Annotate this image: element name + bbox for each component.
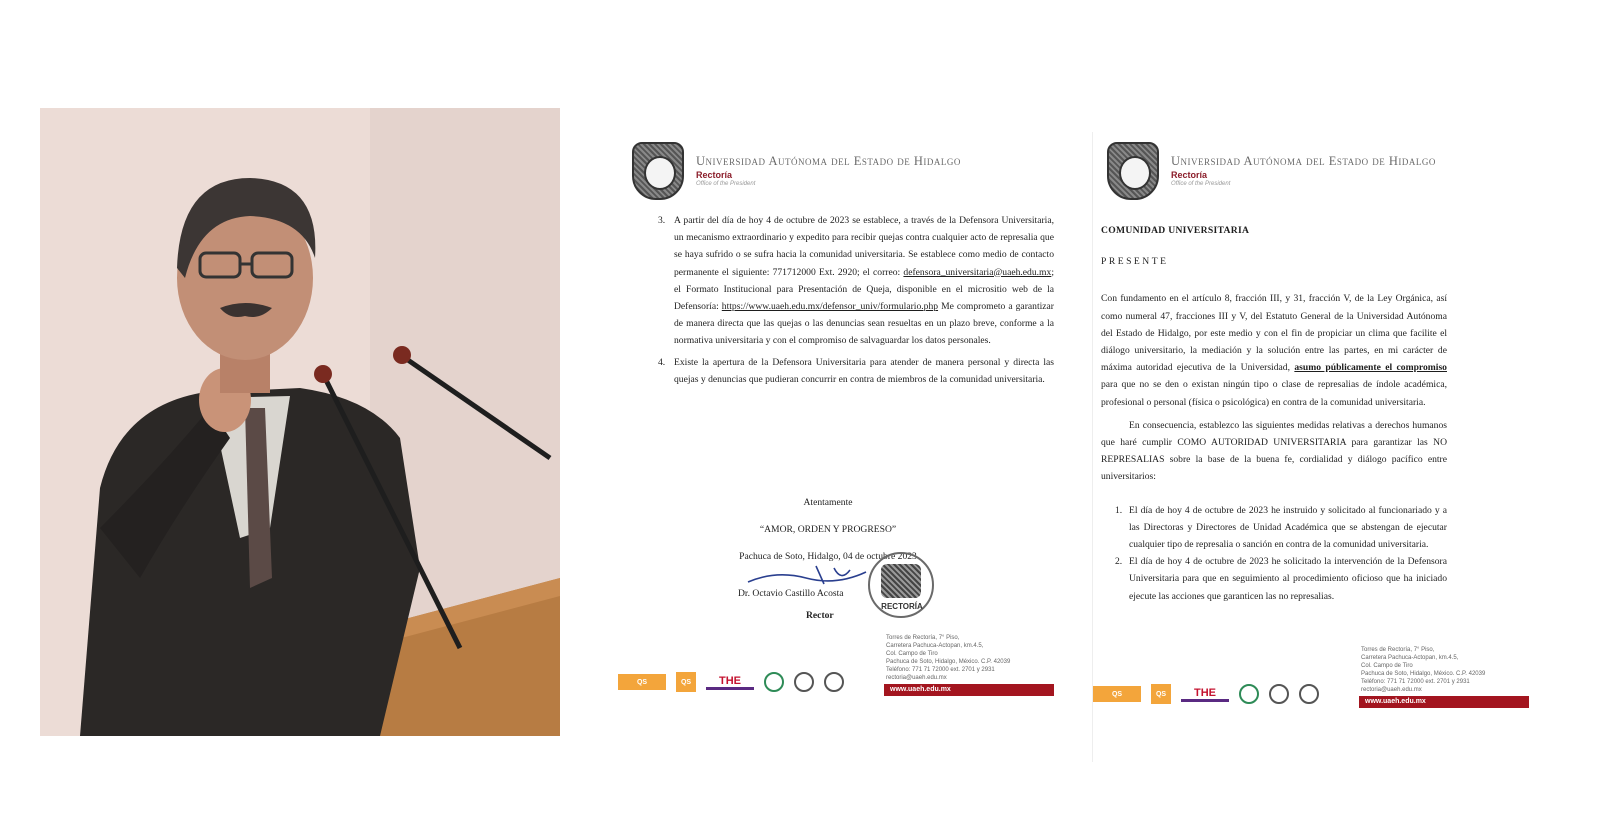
signer-name: Dr. Octavio Castillo Acosta xyxy=(738,588,844,599)
item-text: El día de hoy 4 de octubre de 2023 he solicitado la intervención de la Defensora Universitaria para que en seguimiento al procedimiento oficioso que ha iniciado ejecute las acciones que garanticen las no represalias. xyxy=(1129,556,1447,602)
letter-page-2 xyxy=(618,132,1088,762)
paragraph: Con fundamento en el artículo 8, fracción III, y 31, fracción V, de la Ley Orgánica, así como numeral 47, fracciones III y V, del Estatuto General de la Universidad Autónoma del Estado de Hidalgo, por este medio y con el fin de propiciar un clima que facilite el diálogo universitario, la mediación y la solución entre las partes, en mi carácter de máxima autoridad ejecutiva de la Universidad, asumo públicamente el compromiso para que no se den o existan ningún tipo o clase de represalias de índole académica, profesional o personal (física o psicológica) en contra de la comunidad universitaria. xyxy=(1101,293,1447,408)
university-name: Universidad Autónoma del Estado de Hidalgo xyxy=(696,154,961,168)
place-date-text: Pachuca de Soto, Hidalgo, 04 de octubre 2023 xyxy=(739,551,917,562)
certification-seal-icon xyxy=(1299,684,1319,704)
paragraph: En consecuencia, establezco las siguientes medidas relativas a derechos humanos que haré cumplir COMO AUTORIDAD UNIVERSITARIA para garantizar las NO REPRESALIAS sobre la base de la buena fe, cordialidad y diálogo pacífico entre universitarios: xyxy=(1101,419,1447,483)
signer-role: Rector xyxy=(806,610,834,621)
motto-text: “AMOR, ORDEN Y PROGRESO” xyxy=(759,524,897,535)
letter-footer xyxy=(618,630,1088,710)
address-block: Torres de Rectoría, 7° Piso, Carretera Pachuca-Actopan, km.4.5, Col. Campo de Tiro Pachuca de Soto, Hidalgo, México. C.P. 42039 Teléfono: 771 71 72000 ext. 2701 y 2931 rectoria@uaeh.edu.mx xyxy=(886,635,1011,681)
office-english-label: Office of the President xyxy=(1171,181,1231,187)
addressee-heading: COMUNIDAD UNIVERSITARIA xyxy=(1101,225,1250,236)
list-item xyxy=(658,354,1054,388)
stamp-label: RECTORÍA xyxy=(881,602,923,611)
form-url-link[interactable]: https://www.uaeh.edu.mx/defensor_univ/formulario.php xyxy=(721,301,939,313)
item-text: Existe la apertura de la Defensora Universitaria para atender de manera personal y directa las quejas y denuncias que pudieran concurrir en contra de miembros de la comunidad universitaria. xyxy=(674,356,1054,385)
item-number: 2. xyxy=(1115,556,1123,568)
office-label: Rectoría xyxy=(696,170,733,180)
list-item xyxy=(658,212,1054,350)
website-bar[interactable]: www.uaeh.edu.mx xyxy=(1359,696,1529,708)
office-english-label: Office of the President xyxy=(696,181,756,187)
the-ranking-badge: THE xyxy=(1181,686,1229,702)
qs-stars-badge: QS xyxy=(1151,684,1171,704)
closing-text: Atentamente xyxy=(803,497,853,508)
item-number: 4. xyxy=(658,356,666,368)
stamp-seal-icon xyxy=(881,564,921,598)
ranking-badges xyxy=(618,670,844,694)
letterhead xyxy=(1093,132,1566,202)
rectoria-stamp xyxy=(868,552,934,618)
item-text: El día de hoy 4 de octubre de 2023 he instruido y solicitado al funcionariado y a las Directoras y Directores de Unidad Académica que se abstengan de ejecutar cualquier tipo de represalia o sanción en contra de la comunidad universitaria. xyxy=(1129,504,1447,551)
accreditation-seal-icon xyxy=(764,672,784,692)
certification-seal-icon xyxy=(794,672,814,692)
item-text: ; el Formato Institucional para Presentación de Queja, disponible en el micrositio web de la Defensoría: xyxy=(674,266,1054,313)
the-ranking-badge: THE xyxy=(706,674,754,690)
commitment-emphasis: asumo públicamente el compromiso xyxy=(1294,362,1447,374)
speaker-at-podium-photo xyxy=(40,108,560,736)
item-text: A partir del día de hoy 4 de octubre de 2023 se establece, a través de la Defensora Universitaria, un mecanismo extraordinario y expedito para recibir quejas contra cualquier acto de represalia que se haya sufrido o se sufra hacia la comunidad universitaria. Se establece como medio de contacto permanente el siguiente: 771712000 Ext. 2920; el correo: xyxy=(674,215,1054,278)
presente-text: PRESENTE xyxy=(1101,256,1169,268)
letter-body xyxy=(1101,222,1447,605)
certification-seal-icon xyxy=(1269,684,1289,704)
measures-list xyxy=(1101,502,1447,605)
item-text: Me comprometo a garantizar de manera directa que las quejas o las denuncias sean resueltas en un plazo breve, conforme a la normativa universitaria y con el compromiso de salvaguardar los datos personales. xyxy=(674,301,1054,347)
speaker-photo xyxy=(40,108,560,736)
accreditation-seal-icon xyxy=(1239,684,1259,704)
letterhead xyxy=(618,132,1088,202)
letter-body xyxy=(658,212,1054,388)
website-bar[interactable]: www.uaeh.edu.mx xyxy=(884,684,1054,696)
letter-footer xyxy=(1093,642,1566,722)
letter-page-1 xyxy=(1092,132,1566,762)
qs-stars-badge: QS xyxy=(676,672,696,692)
certification-seal-icon xyxy=(824,672,844,692)
ranking-badges xyxy=(1093,682,1319,706)
item-number: 1. xyxy=(1115,504,1123,516)
university-seal-icon xyxy=(632,142,684,200)
handwritten-signature xyxy=(746,562,876,588)
qs-ranking-badge: QS xyxy=(618,674,666,690)
list-item xyxy=(1115,502,1447,554)
email-link[interactable]: defensora_universitaria@uaeh.edu.mx xyxy=(903,266,1052,278)
university-seal-icon xyxy=(1107,142,1159,200)
list-item xyxy=(1115,553,1447,605)
address-block: Torres de Rectoría, 7° Piso, Carretera Pachuca-Actopan, km.4.5, Col. Campo de Tiro Pachuca de Soto, Hidalgo, México. C.P. 42039 Teléfono: 771 71 72000 ext. 2701 y 2931 rectoria@uaeh.edu.mx xyxy=(1361,647,1486,693)
item-number: 3. xyxy=(658,215,666,226)
university-name: Universidad Autónoma del Estado de Hidalgo xyxy=(1171,154,1436,168)
office-label: Rectoría xyxy=(1171,170,1208,180)
qs-ranking-badge: QS xyxy=(1093,686,1141,702)
